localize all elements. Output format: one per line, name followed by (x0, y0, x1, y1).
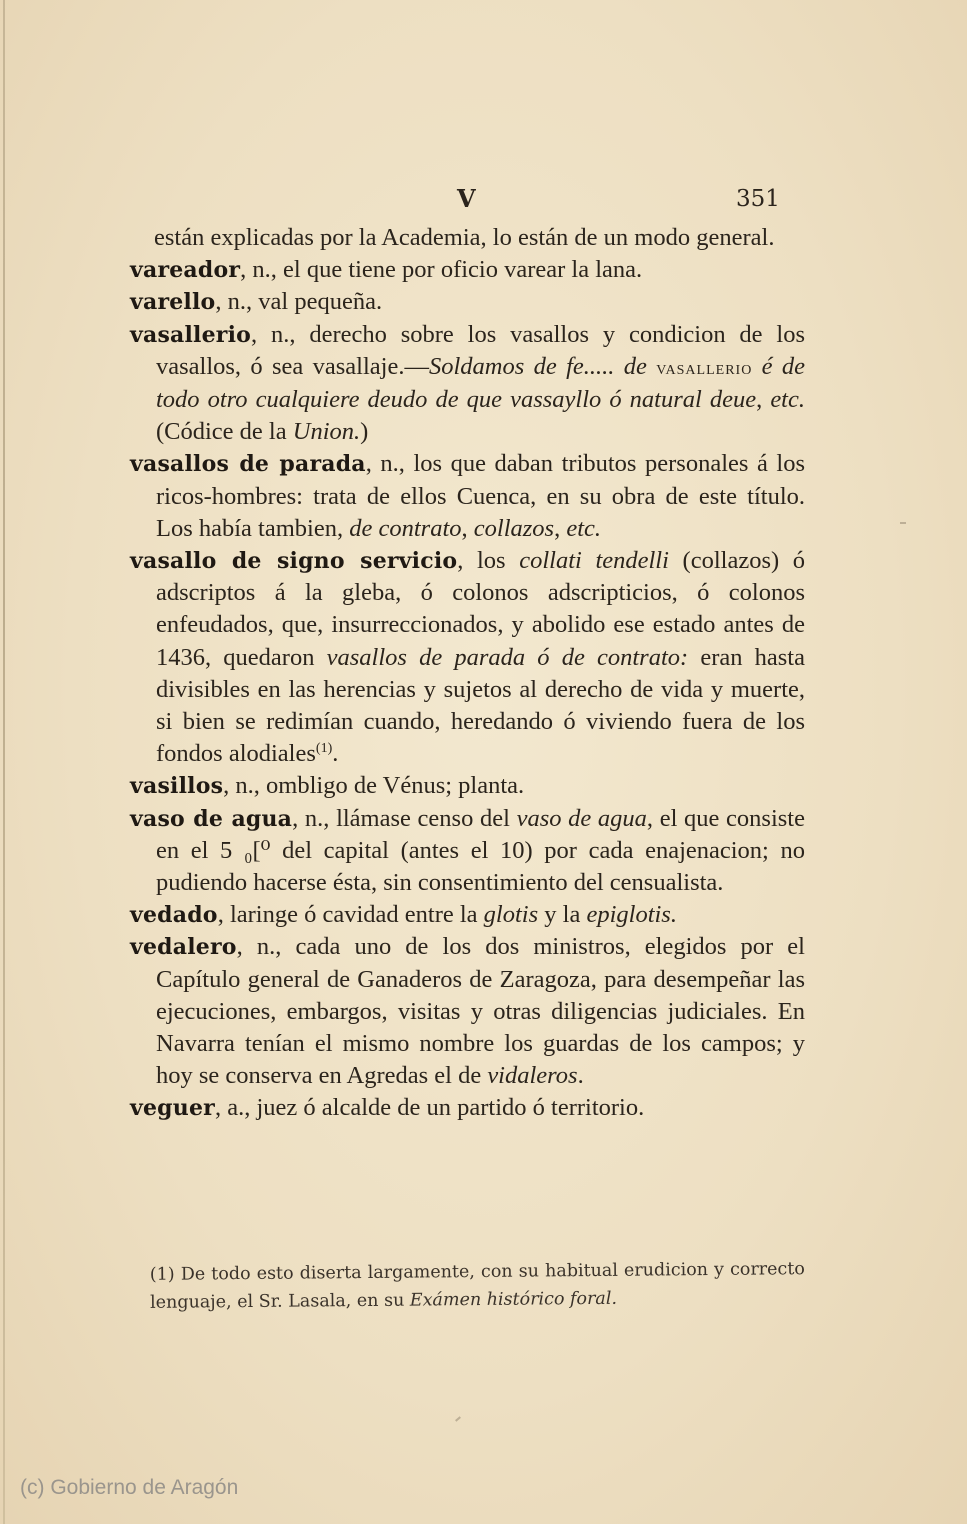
headword: varello (130, 289, 216, 316)
headword: vedado (130, 902, 218, 929)
headword: vasallos de parada (130, 451, 366, 478)
headword: vasallo de signo servicio (130, 548, 458, 575)
entry-varello: varello, n., val pequeña. (130, 288, 383, 316)
entry-vaso-de-agua: vaso de agua, n., llámase censo del vaso de agua, el que consiste en el 5 ₀[⁰ del capital (antes el 10) por cada enajenacion; no pudiendo hacerse ésta, sin consentimiento del censualista. (130, 804, 805, 897)
dictionary-text (130, 222, 805, 1125)
headword: veguer (130, 1095, 215, 1122)
entry-vedalero: vedalero, n., cada uno de los dos ministros, elegidos por el Capítulo general de Ganaderos de Zaragoza, para desempeñar las ejecuciones, embargos, visitas y otras diligencias judiciales. En Navarra tenían el mismo nombre los guardas de los campos; y hoy se conserva en Agredas el de vidaleros. (130, 933, 805, 1090)
entry-vedado: vedado, laringe ó cavidad entre la glotis y la epiglotis. (130, 901, 677, 929)
page-number: 351 (736, 186, 780, 212)
footnote-reference: (1) (315, 741, 333, 757)
entry-vasillos: vasillos, n., ombligo de Vénus; planta. (130, 772, 525, 800)
footnote: (1) De todo esto diserta largamente, con su habitual erudicion y correcto lenguaje, el Sr. Lasala, en su Exámen histórico foral. (149, 1259, 805, 1313)
headword: vaso de agua (130, 805, 293, 832)
entry-continuation: están explicadas por la Academia, lo están de un modo general. (154, 224, 775, 251)
entry-veguer: veguer, a., juez ó alcalde de un partido ó territorio. (130, 1094, 645, 1122)
entry-vasallos-de-parada: vasallos de parada, n., los que daban tributos personales á los ricos-hombres: trata de ellos Cuenca, en su obra de este título. Los había tambien, de contrato, collazos, etc. (130, 450, 805, 542)
headword: vasallerio (130, 321, 252, 348)
running-header (0, 184, 967, 220)
headword: vedalero (130, 934, 237, 961)
section-letter: V (457, 184, 476, 213)
entry-vasallo-de-signo-servicio: vasallo de signo servicio, los collati tendelli (collazos) ó adscriptos á la gleba, ó colonos adscripticios, ó colonos enfeudados, que, insurreccionados, y abolido ese estado antes de 1436, quedaron vasallos de parada ó de contrato: eran hasta divisibles en las herencias y sujetos al derecho de vida y muerte, si bien se redimían cuando, heredando ó viviendo fuera de los fondos alodiales$^{(1)}$. (130, 547, 806, 768)
headword: vasillos (130, 773, 224, 800)
paper-speck (900, 522, 906, 524)
entry-vareador: vareador, n., el que tiene por oficio varear la lana. (130, 256, 643, 284)
entry-vasallerio: vasallerio, n., derecho sobre los vasallos y condicion de los vasallos, ó sea vasallaje.—Soldamos de fe..... de vasallerio é de todo otro cualquiere deudo de que vassayllo ó natural deue, etc. (Códice de la Union.) (130, 320, 806, 446)
copyright-watermark: (c) Gobierno de Aragón (20, 1476, 239, 1499)
book-binding-edge (3, 0, 5, 1524)
headword: vareador (130, 257, 241, 284)
footnote-marker: (1) (149, 1264, 175, 1285)
